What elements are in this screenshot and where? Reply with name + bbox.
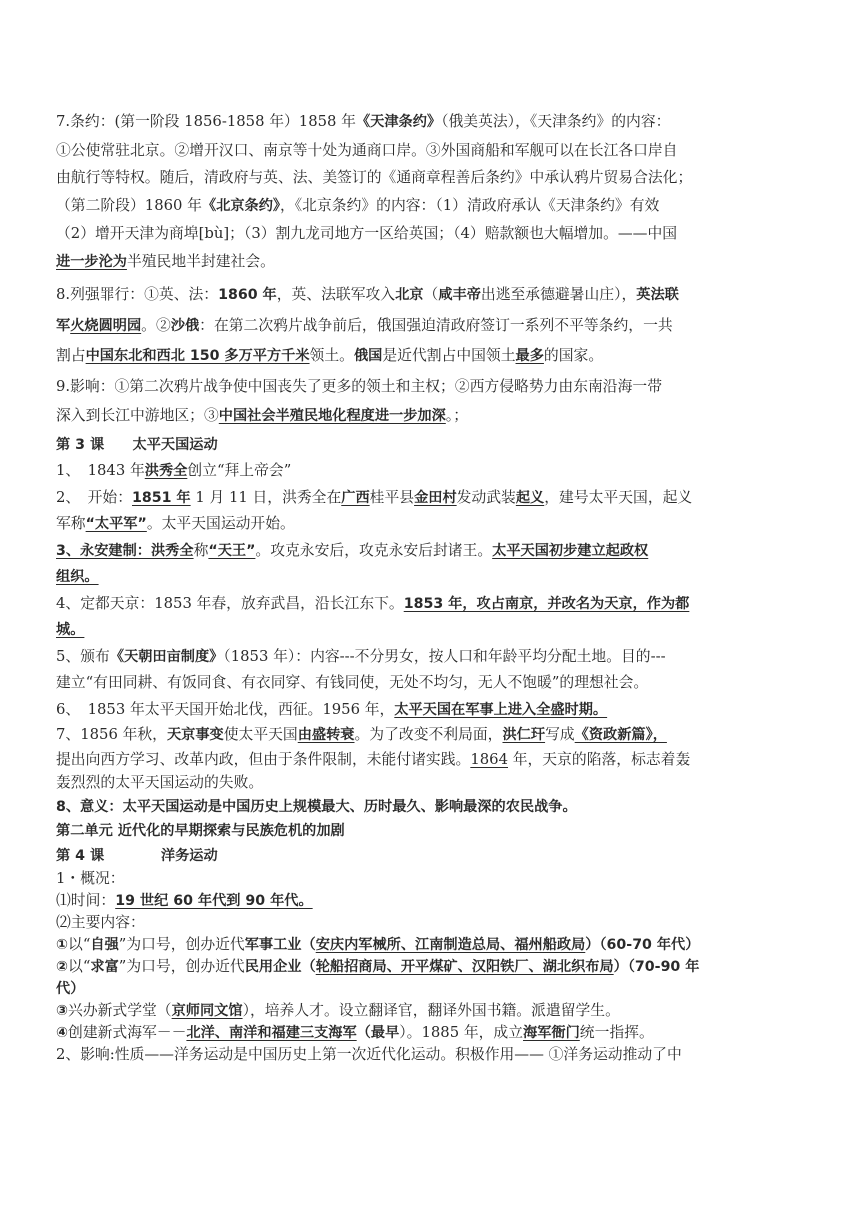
crimes-line-2: 军火烧圆明园。②沙俄：在第二次鸦片战争前后，俄国强迫清政府签订一系列不平等条约，一共 [56, 316, 673, 334]
taiping-item-1: 1、 1843 年洪秀全创立“拜上帝会” [56, 462, 292, 479]
impact-line-2: 深入到长江中游地区；③中国社会半殖民地化程度进一步加深。； [56, 407, 468, 424]
taiping-item-3: 3、永安建制：洪秀全称“天王”。攻克永安后，攻克永安后封诸王。太平天国初步建立起政权 [56, 541, 649, 559]
treaty-line-5: （2）增开天津为商埠[bù]；（3）割九龙司地方一区给英国；（4）赔款额也大幅增加。——中国 [56, 225, 678, 242]
overview-heading: 1・概况： [56, 870, 125, 887]
impact-heading-line: 2、影响:性质——洋务运动是中国历史上第一次近代化运动。积极作用—— ①洋务运动推动了中 [56, 1046, 682, 1063]
taiping-item-4: 4、定都天京：1853 年春，放弃武昌，沿长江东下。1853 年，攻占南京，并改名为天京，作为都 [56, 594, 690, 612]
taiping-item-3-cont: 组织。 [56, 569, 99, 585]
content-item-4: ④创建新式海军－－北洋、南洋和福建三支海军（最早）。1885 年，成立海军衙门统一指挥。 [56, 1024, 654, 1041]
taiping-item-5: 5、颁布《天朝田亩制度》（1853 年）：内容---不分男女，按人口和年龄平均分配土地。目的--- [56, 647, 666, 665]
taiping-item-8: 8、意义：太平天国运动是中国历史上规模最大、历时最久、影响最深的农民战争。 [56, 798, 577, 815]
taiping-item-5-cont: 建立“有田同耕、有饭同食、有衣同穿、有钱同使，无处不均匀，无人不饱暖”的理想社会。 [56, 674, 649, 691]
content-item-2-cont: 代） [56, 981, 85, 997]
taiping-item-7-cont-1: 提出向西方学习、改革内政，但由于条件限制，未能付诸实践。1864 年，天京的陷落，标志着轰 [56, 750, 691, 768]
taiping-item-6: 6、 1853 年太平天国开始北伐，西征。1956 年，太平天国在军事上进入全盛时期。 [56, 700, 608, 718]
overview-time: ⑴时间：19 世纪 60 年代到 90 年代。 [56, 892, 313, 909]
lesson-4-title: 第 4 课 洋务运动 [56, 847, 218, 864]
document-body [56, 108, 796, 1066]
treaty-line-1: 7.条约：(第一阶段 1856-1858 年）1858 年《天津条约》（俄美英法），《天津条约》的内容： [56, 113, 671, 130]
content-item-1: ①以“自强”为口号，创办近代军事工业（安庆内军械所、江南制造总局、福州船政局）（60-70 年代） [56, 936, 700, 953]
crimes-line-1: 8.列强罪行：①英、法：1860 年，英、法联军攻入北京（咸丰帝出逃至承德避暑山庄），英法联 [56, 286, 679, 303]
overview-content-heading: ⑵主要内容： [56, 914, 145, 931]
treaty-line-6: 进一步沦为半殖民地半封建社会。 [56, 252, 275, 270]
treaty-line-2: ①公使常驻北京。②增开汉口、南京等十处为通商口岸。③外国商船和军舰可以在长江各口岸自 [56, 141, 678, 159]
crimes-line-3: 割占中国东北和西北 150 多万平方千米领土。俄国是近代割占中国领土最多的国家。 [56, 347, 604, 364]
content-item-3: ③兴办新式学堂（京师同文馆），培养人才。设立翻译官，翻译外国书籍。派遣留学生。 [56, 1002, 620, 1019]
taiping-item-7-cont-2: 轰烈烈的太平天国运动的失败。 [56, 774, 264, 791]
taiping-item-2: 2、 开始：1851 年 1 月 11 日，洪秀全在广西桂平县金田村发动武装起义，建号太平天国，起义 [56, 488, 693, 506]
lesson-3-title: 第 3 课 太平天国运动 [56, 436, 218, 453]
taiping-item-4-cont: 城。 [56, 622, 85, 638]
treaty-line-3: 由航行等特权。随后，清政府与英、法、美签订的《通商章程善后条约》中承认鸦片贸易合法化； [56, 169, 693, 186]
taiping-item-7: 7、1856 年秋，天京事变使太平天国由盛转衰。为了改变不利局面，洪仁玕写成《资政新篇》， [56, 726, 667, 743]
impact-line-1: 9.影响：①第二次鸦片战争使中国丧失了更多的领土和主权；②西方侵略势力由东南沿海一带 [56, 377, 662, 395]
taiping-item-2-cont: 军称“太平军”。太平天国运动开始。 [56, 515, 295, 532]
treaty-line-4: （第二阶段）1860 年《北京条约》，《北京条约》的内容：（1）清政府承认《天津条约》有效 [56, 196, 660, 214]
content-item-2: ②以“求富”为口号，创办近代民用企业（轮船招商局、开平煤矿、汉阳铁厂、湖北织布局）（70-90 年 [56, 958, 700, 975]
unit-2-title: 第二单元 近代化的早期探索与民族危机的加剧 [56, 823, 345, 839]
